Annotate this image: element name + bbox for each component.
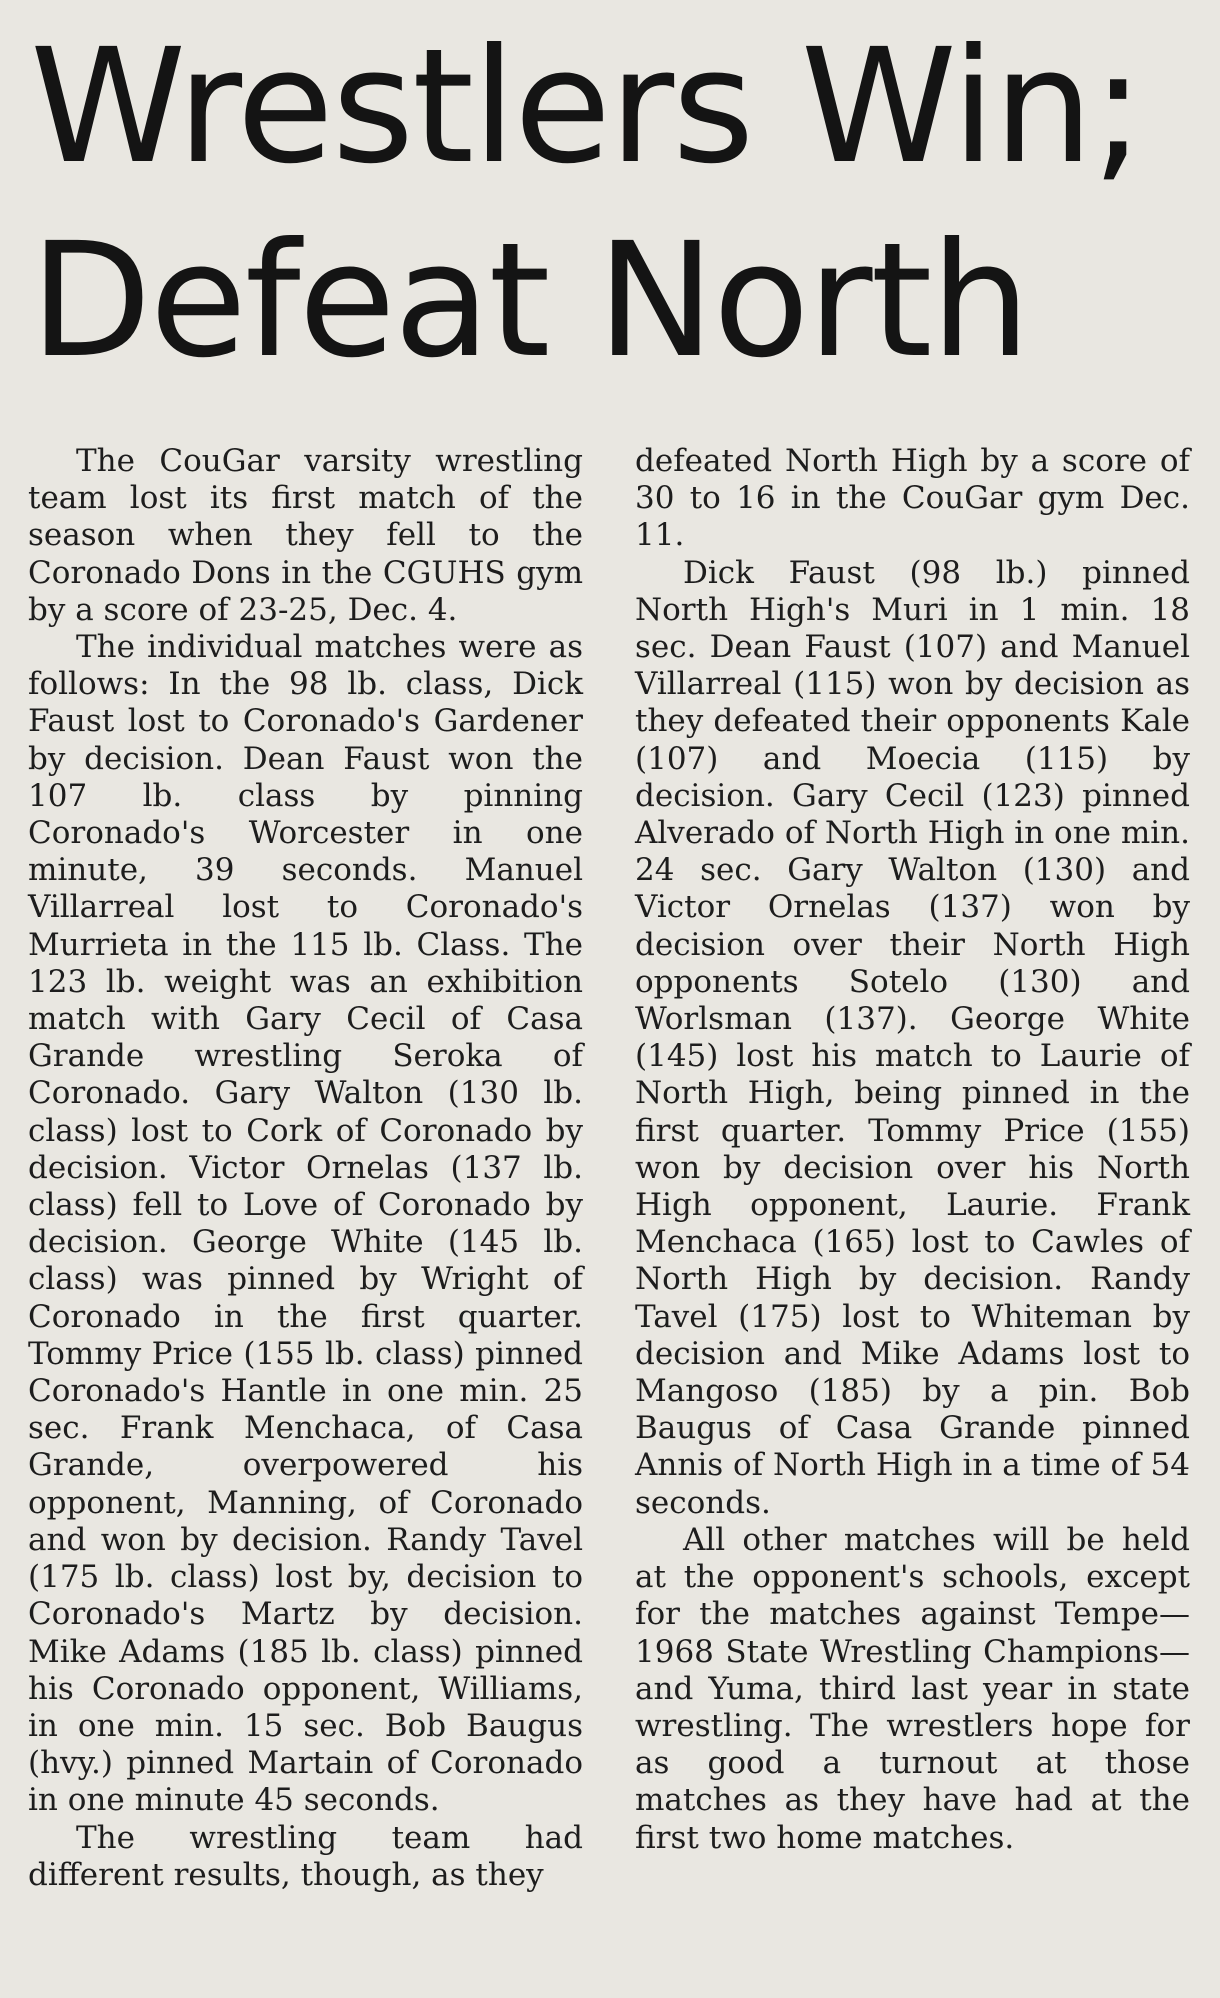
right-column [635, 443, 1190, 1857]
paragraph-continuation: defeated North High by a score of 30 to 16 in the CouGar gym Dec. 11. [635, 443, 1190, 554]
paragraph-coronado-results: The individual matches were as follows: In the 98 lb. class, Dick Faust lost to Coronado's Gardener by decision. Dean Faust won the 107 lb. class by pinning Coronado's Worcester in one minute, 39 seconds. Manuel Villarreal lost to Coronado's Murrieta in the 115 lb. Class. The 123 lb. weight was an exhibition match with Gary Cecil of Casa Grande wrestling Seroka of Coronado. Gary Walton (130 lb. class) lost to Cork of Coronado by decision. Victor Ornelas (137 lb. class) fell to Love of Coronado by decision. George White (145 lb. class) was pinned by Wright of Coronado in the first quarter. Tommy Price (155 lb. class) pinned Coronado's Hantle in one min. 25 sec. Frank Menchaca, of Casa Grande, overpowered his opponent, Manning, of Coronado and won by decision. Randy Tavel (175 lb. class) lost by, decision to Coronado's Martz by decision. Mike Adams (185 lb. class) pinned his Coronado opponent, Williams, in one min. 15 sec. Bob Baugus (hvy.) pinned Martain of Coronado in one minute 45 seconds. [28, 629, 583, 1819]
paragraph-intro: The CouGar varsity wrestling team lost its first match of the season when they fell to the Coronado Dons in the CGUHS gym by a score of 23-25, Dec. 4. [28, 443, 583, 628]
headline-line-2: Defeat North [30, 209, 1029, 393]
paragraph-north-results: Dick Faust (98 lb.) pinned North High's Muri in 1 min. 18 sec. Dean Faust (107) and Manuel Villarreal (115) won by decision as they defeated their opponents Kale (107) and Moecia (115) by decision. Gary Cecil (123) pinned Alverado of North High in one min. 24 sec. Gary Walton (130) and Victor Ornelas (137) won by decision over their North High opponents Sotelo (130) and Worlsman (137). George White (145) lost his match to Laurie of North High, being pinned in the first quarter. Tommy Price (155) won by decision over his North High opponent, Laurie. Frank Menchaca (165) lost to Cawles of North High by decision. Randy Tavel (175) lost to Whiteman by decision and Mike Adams lost to Mangoso (185) by a pin. Bob Baugus of Casa Grande pinned Annis of North High in a time of 54 seconds. [635, 554, 1191, 1521]
paragraph-transition: The wrestling team had different results, though, as they [28, 1819, 583, 1893]
headline-line-1: Wrestlers Win; [30, 15, 1143, 199]
left-column [28, 443, 583, 1894]
paragraph-upcoming-matches: All other matches will be held at the opponent's schools, except for the matches against Tempe—1968 State Wrestling Champions—and Yuma, third last year in state wrestling. The wrestlers hope for as good a turnout at those matches as they have had at the first two home matches. [635, 1521, 1190, 1856]
